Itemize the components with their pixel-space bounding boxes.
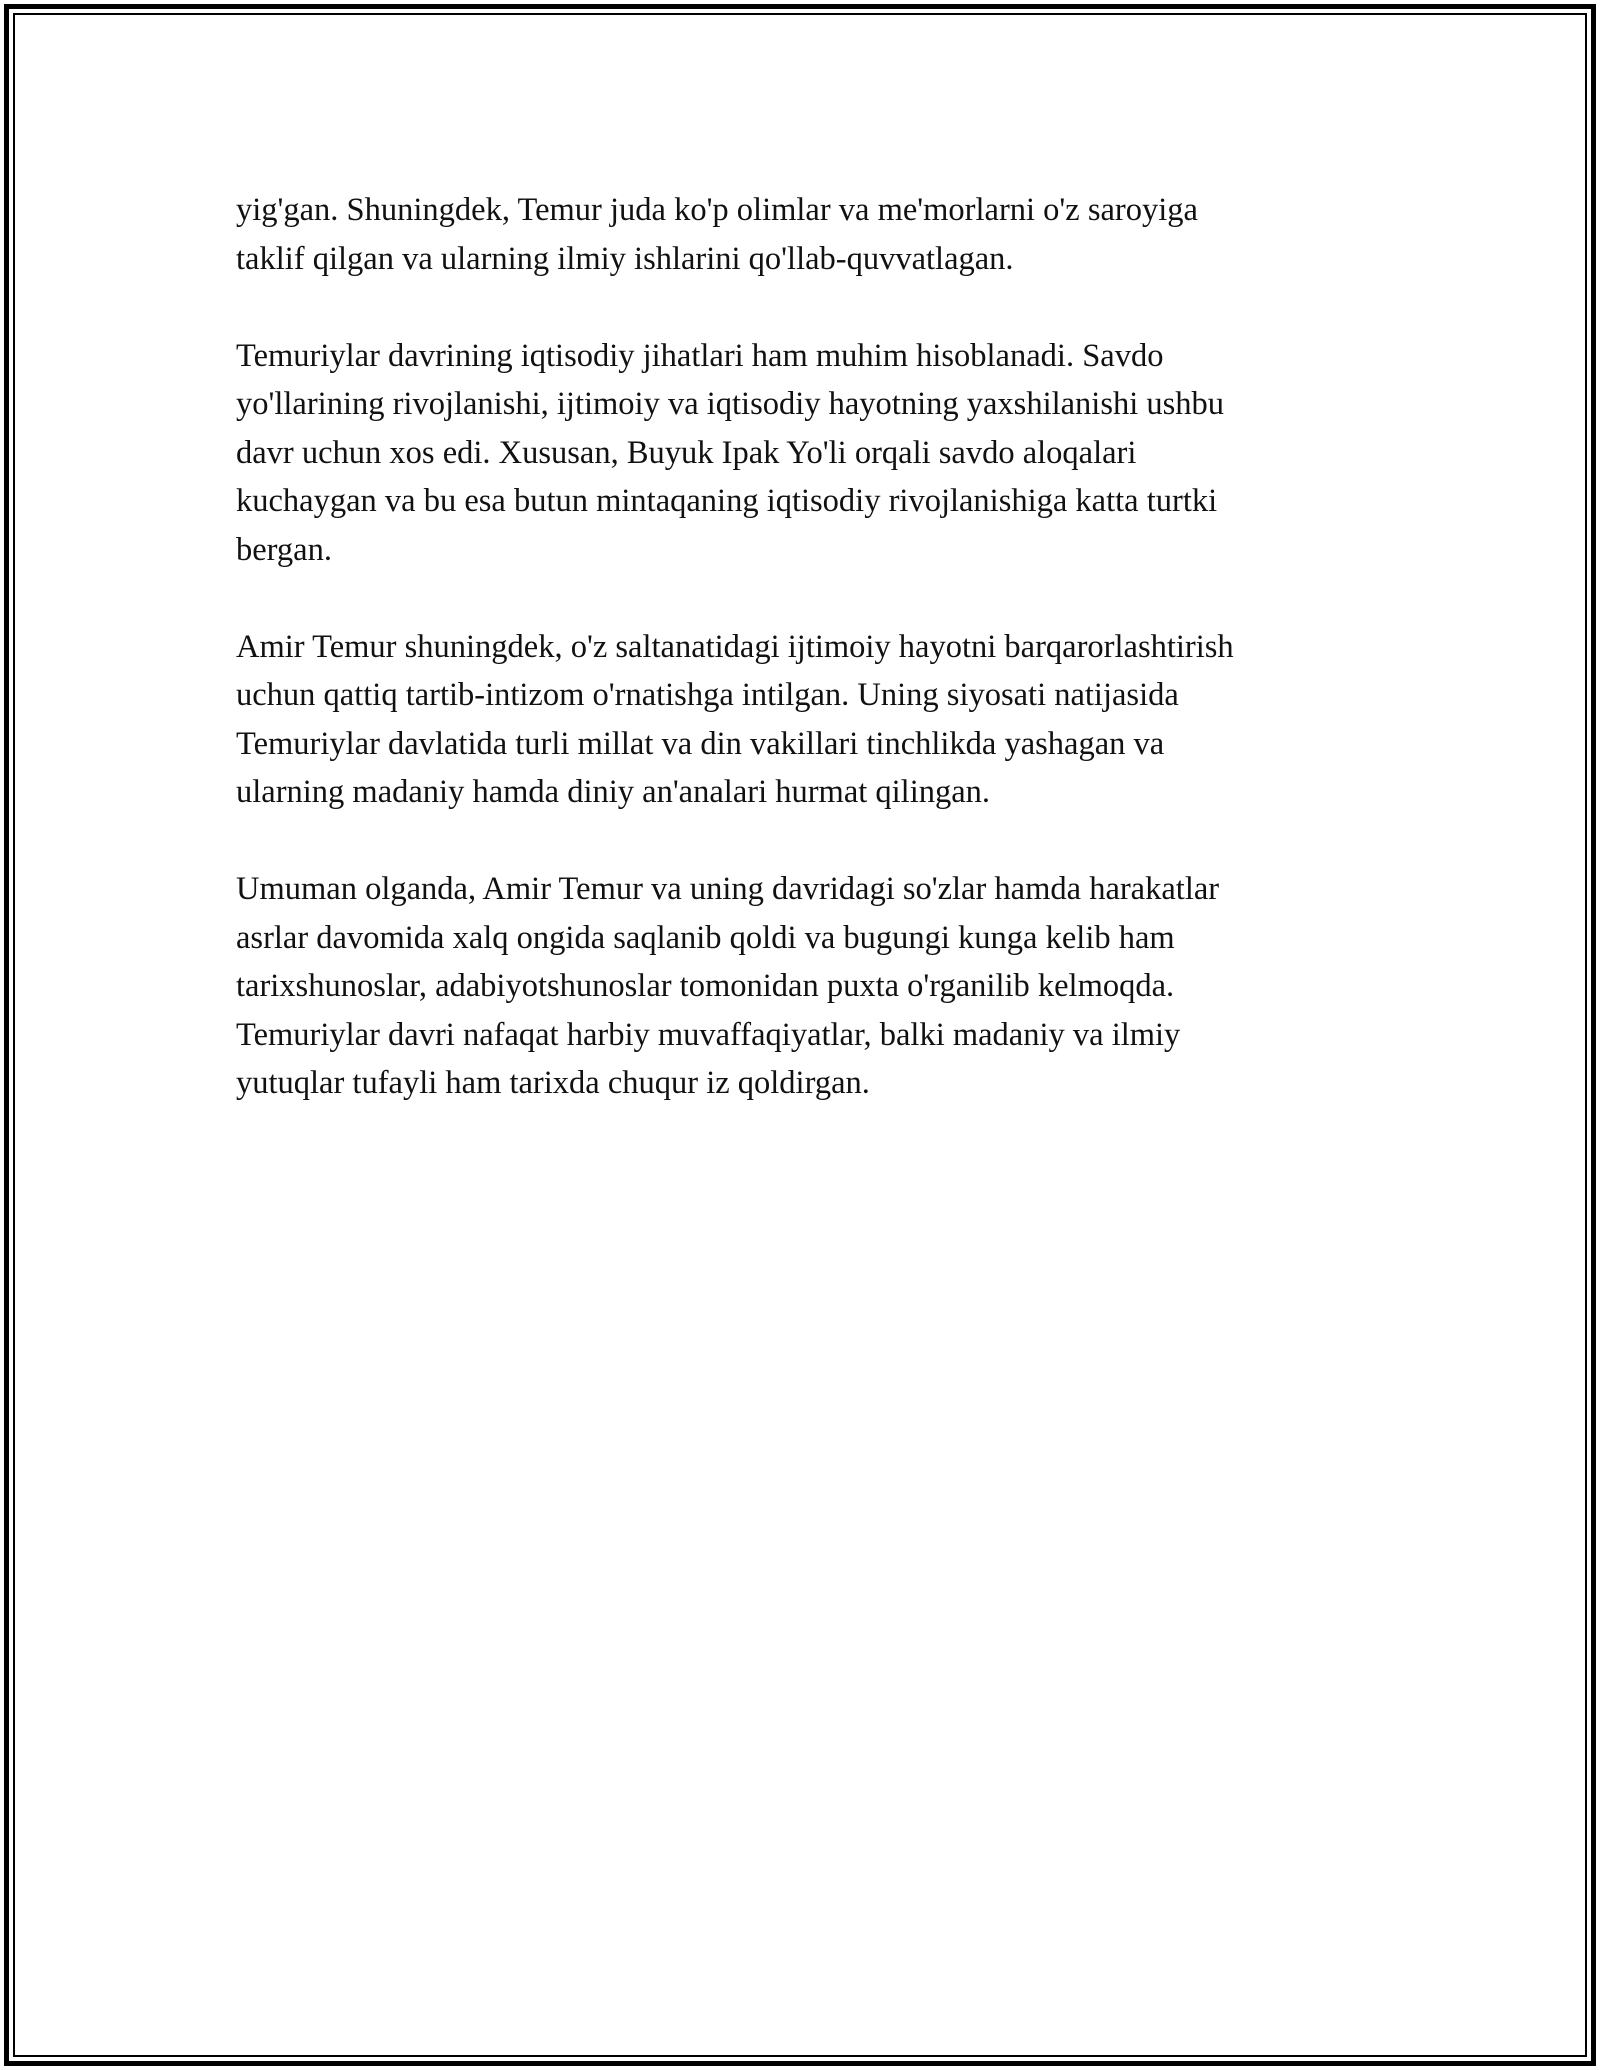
text-line: kuchaygan va bu esa butun mintaqaning iqtisodiy rivojlanishiga katta turtki: [236, 483, 1218, 519]
text-line: ularning madaniy hamda diniy an'analari hurmat qilingan.: [236, 774, 991, 810]
text-line: Amir Temur shuningdek, o'z saltanatidagi ijtimoiy hayotni barqarorlashtirish: [236, 628, 1234, 665]
text-line: bergan.: [236, 531, 332, 568]
paragraph-3: [236, 623, 1372, 817]
paragraph-4: [236, 865, 1372, 1108]
text-line: taklif qilgan va ularning ilmiy ishlarini qo'llab-quvvatlagan.: [236, 240, 1014, 277]
text-line: uchun qattiq tartib-intizom o'rnatishga intilgan. Uning siyosati natijasida: [236, 677, 1179, 713]
text-line: Umuman olganda, Amir Temur va uning davridagi so'zlar hamda harakatlar: [236, 871, 1220, 907]
text-line: yig'gan. Shuningdek, Temur juda ko'p olimlar va me'morlarni o'z saroyiga: [236, 192, 1198, 228]
text-line: tarixshunoslar, adabiyotshunoslar tomonidan puxta o'rganilib kelmoqda.: [236, 968, 1175, 1004]
text-line: Temuriylar davrining iqtisodiy jihatlari ham muhim hisoblanadi. Savdo: [236, 337, 1164, 374]
text-line: yutuqlar tufayli ham tarixda chuqur iz qoldirgan.: [236, 1065, 870, 1101]
text-line: Temuriylar davlatida turli millat va din vakillari tinchlikda yashagan va: [236, 725, 1165, 762]
text-line: Temuriylar davri nafaqat harbiy muvaffaqiyatlar, balki madaniy va ilmiy: [236, 1016, 1181, 1053]
paragraph-2: [236, 332, 1372, 575]
text-line: yo'llarining rivojlanishi, ijtimoiy va iqtisodiy hayotning yaxshilanishi ushbu: [236, 386, 1225, 422]
text-line: davr uchun xos edi. Xususan, Buyuk Ipak Yo'li orqali savdo aloqalari: [236, 434, 1137, 471]
document-body: [236, 186, 1372, 1156]
text-line: asrlar davomida xalq ongida saqlanib qoldi va bugungi kunga kelib ham: [236, 919, 1175, 956]
paragraph-1: [236, 186, 1372, 283]
